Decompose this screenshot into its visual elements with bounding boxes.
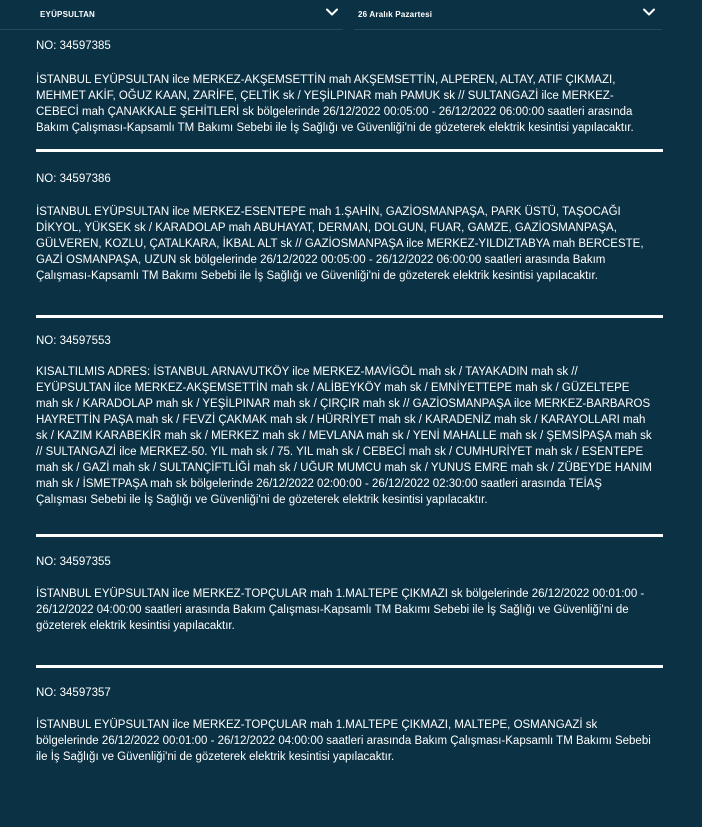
outage-description: KISALTILMIS ADRES: İSTANBUL ARNAVUTKÖY ilce MERKEZ-MAVİGÖL mah sk / TAYAKADIN mah sk // EYÜPSULTAN ilce MERKEZ-AKŞEMSETTİN mah sk / ALİBEYKÖY mah sk / EMNİYETTEPE mah sk / GÜZELTEPE mah sk / KARADOLAP mah sk / YEŞİLPINAR mah sk / ÇIRÇIR mah sk // GAZİOSMANPAŞA ilce MERKEZ-BARBAROS HAYRETTİN PAŞA mah sk / FEVZİ ÇAKMAK mah sk / HÜRRİYET mah sk / KARADENİZ mah sk / KARAYOLLARI mah sk / KAZIM KARABEKİR mah sk / MERKEZ mah sk / MEVLANA mah sk / YENİ MAHALLE mah sk / ŞEMSİPAŞA mah sk // SULTANGAZİ ilce MERKEZ-50. YIL mah sk / 75. YIL mah sk / CEBECİ mah sk / CUMHURİYET mah sk / ESENTEPE mah sk / GAZİ mah sk / SULTANÇİFTLİĞİ mah sk / UĞUR MUMCU mah sk / YUNUS EMRE mah sk / ZÜBEYDE HANIM mah sk / İSMETPAŞA mah sk bölgelerinde 26/12/2022 02:00:00 - 26/12/2022 02:30:00 saatleri arasında TEİAŞ Çalışması Sebebi ile İş Sağlığı ve Güvenliği'ni de gözeterek elektrik kesintisi yapılacaktır. — [36, 366, 652, 506]
outage-description: İSTANBUL EYÜPSULTAN ilce MERKEZ-TOPÇULAR mah 1.MALTEPE ÇIKMAZI, MALTEPE, OSMANGAZİ sk bölgelerinde 26/12/2022 00:01:00 - 26/12/2022 04:00:00 saatleri arasında Bakım Çalışması-Kapsamlı TM Bakımı Sebebi ile İş Sağlığı ve Güvenliği'ni de gözeterek elektrik kesintisi yapılacaktır. — [36, 719, 651, 763]
outage-item — [36, 171, 663, 284]
outage-item — [36, 333, 663, 508]
divider — [36, 665, 663, 668]
outage-description: İSTANBUL EYÜPSULTAN ilce MERKEZ-ESENTEPE mah 1.ŞAHİN, GAZİOSMANPAŞA, PARK ÜSTÜ, TAŞOCAĞI DİKYOL, YÜKSEK sk / KARADOLAP mah ABUHAYAT, DERMAN, DOLGUN, FUAR, GAMZE, GAZİOSMANPAŞA, GÜLVEREN, KOZLU, ÇATALKARA, İKBAL ALT sk // GAZİOSMANPAŞA ilce MERKEZ-YILDIZTABYA mah BERCESTE, GAZİ OSMANPAŞA, UZUN sk bölgelerinde 26/12/2022 00:05:00 - 26/12/2022 06:00:00 saatleri arasında Bakım Çalışması-Kapsamlı TM Bakımı Sebebi ile İş Sağlığı ve Güvenliği'ni de gözeterek elektrik kesintisi yapılacaktır. — [36, 206, 644, 282]
outage-description: İSTANBUL EYÜPSULTAN ilce MERKEZ-TOPÇULAR mah 1.MALTEPE ÇIKMAZI sk bölgelerinde 26/12/2022 00:01:00 - 26/12/2022 04:00:00 saatleri arasında Bakım Çalışması-Kapsamlı TM Bakımı Sebebi ile İş Sağlığı ve Güvenliği'ni de gözeterek elektrik kesintisi yapılacaktır. — [36, 588, 645, 632]
district-select-label: EYÜPSULTAN — [40, 10, 96, 19]
divider — [36, 315, 663, 318]
outage-number: NO: 34597357 — [36, 687, 111, 699]
chevron-down-icon — [326, 8, 338, 16]
outage-item — [36, 554, 663, 634]
outage-number: NO: 34597355 — [36, 556, 111, 568]
divider — [36, 534, 663, 537]
date-select-label: 26 Aralık Pazartesi — [358, 10, 433, 19]
district-select[interactable] — [0, 0, 343, 30]
outage-description: İSTANBUL EYÜPSULTAN ilce MERKEZ-AKŞEMSETTİN mah AKŞEMSETTİN, ALPEREN, ALTAY, ATIF ÇIKMAZI, MEHMET AKİF, OĞUZ KAAN, ZARİFE, ÇELTİK sk / YEŞİLPINAR mah PAMUK sk // SULTANGAZİ ilce MERKEZ- CEBECİ mah ÇANAKKALE ŞEHİTLERİ sk bölgelerinde 26/12/2022 00:05:00 - 26/12/2022 06:00:00 saatleri arasında Bakım Çalışması-Kapsamlı TM Bakımı Sebebi ile İş Sağlığı ve Güvenliği'ni de gözeterek elektrik kesintisi yapılacaktır. — [36, 74, 634, 134]
outage-number: NO: 34597553 — [36, 335, 111, 347]
outage-number: NO: 34597385 — [36, 40, 111, 52]
outage-item — [36, 685, 663, 765]
outage-number: NO: 34597386 — [36, 173, 111, 185]
outage-item — [36, 38, 663, 136]
chevron-down-icon — [643, 8, 655, 16]
outage-list — [36, 38, 663, 765]
divider — [36, 149, 663, 152]
filter-bar — [0, 0, 702, 32]
date-select[interactable] — [354, 0, 662, 30]
